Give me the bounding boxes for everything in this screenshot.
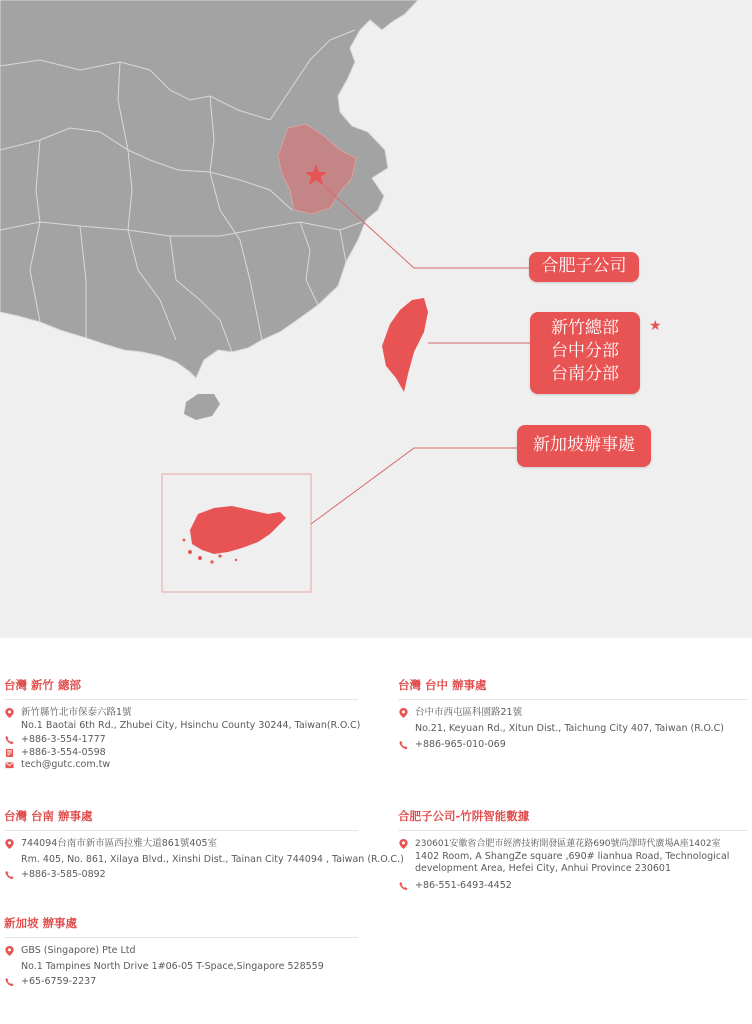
callout-taiwan-line-2: 台中分部	[551, 341, 619, 361]
address-en: No.1 Baotai 6th Rd., Zhubei City, Hsinchu County 30244, Taiwan(R.O.C)	[21, 719, 361, 731]
company-name: GBS (Singapore) Pte Ltd	[21, 945, 136, 956]
callout-singapore: 新加坡辦事處	[517, 425, 651, 467]
address-en: No.1 Tampines North Drive 1#06-05 T-Space,Singapore 528559	[21, 960, 324, 972]
map-pin-icon	[5, 839, 14, 849]
callout-taiwan-line-3: 台南分部	[551, 364, 619, 384]
address-zh: 新竹縣竹北市保泰六路1號	[21, 707, 132, 718]
fax-icon	[5, 748, 14, 758]
address-en: No.21, Keyuan Rd., Xitun Dist., Taichung City 407, Taiwan (R.O.C)	[415, 722, 724, 734]
map-pin-icon	[5, 708, 14, 718]
email-row	[4, 759, 358, 772]
star-icon: ★	[649, 318, 662, 334]
phone-row	[398, 739, 748, 752]
map-pin-icon	[399, 839, 408, 849]
callout-taiwan	[530, 312, 640, 394]
map-pin-icon	[399, 708, 408, 718]
callout-taiwan-line-1: 新竹總部	[551, 318, 619, 338]
address-zh: 744094台南市新市區西拉雅大道861號405室	[21, 838, 218, 849]
phone-icon	[399, 740, 408, 750]
address-row	[4, 945, 358, 973]
phone-link[interactable]: +886-3-554-1777	[21, 734, 106, 745]
address-row	[4, 838, 404, 866]
map-pin-icon	[5, 946, 14, 956]
phone-row	[4, 869, 358, 882]
address-row	[398, 838, 748, 876]
phone-link[interactable]: +86-551-6493-4452	[415, 879, 512, 891]
office-taichung	[398, 677, 748, 752]
phone-row	[398, 880, 748, 893]
phone-icon	[5, 870, 14, 880]
email-link[interactable]: tech@gutc.com.tw	[21, 759, 111, 770]
office-hsinchu	[4, 677, 361, 772]
office-title: 台灣 新竹 總部	[4, 677, 358, 700]
phone-link[interactable]: +886-3-585-0892	[21, 869, 106, 880]
phone-link[interactable]: +65-6759-2237	[21, 976, 97, 987]
mail-icon	[5, 760, 14, 770]
office-title: 台灣 台中 辦事處	[398, 677, 748, 700]
phone-row	[4, 734, 358, 747]
address-en: 1402 Room, A ShangZe square ,690# lianhua Road, Technological development Area, Hefei City, Anhui Province 230601	[415, 850, 730, 874]
office-hefei	[398, 808, 748, 892]
office-title: 台灣 台南 辦事處	[4, 808, 358, 831]
fax-row	[4, 747, 358, 760]
address-zh: 台中市西屯區科園路21號	[415, 707, 523, 718]
address-row	[4, 707, 361, 732]
callout-hefei: 合肥子公司	[529, 252, 639, 282]
office-singapore	[4, 915, 358, 989]
phone-icon	[5, 977, 14, 987]
address-en: Rm. 405, No. 861, Xilaya Blvd., Xinshi Dist., Tainan City 744094 , Taiwan (R.O.C.)	[21, 853, 404, 865]
fax-number: +886-3-554-0598	[21, 746, 106, 758]
phone-icon	[5, 735, 14, 745]
phone-row	[4, 976, 358, 989]
address-row	[398, 707, 748, 735]
phone-icon	[399, 881, 408, 891]
office-title: 合肥子公司-竹阱智能數據	[398, 808, 748, 831]
office-title: 新加坡 辦事處	[4, 915, 358, 938]
address-zh: 230601安徽省合肥市經濟技術開發區蓮花路690號尚澤時代廣場A座1402室	[415, 839, 721, 849]
office-tainan	[4, 808, 404, 882]
phone-link[interactable]: +886-965-010-069	[415, 739, 506, 750]
